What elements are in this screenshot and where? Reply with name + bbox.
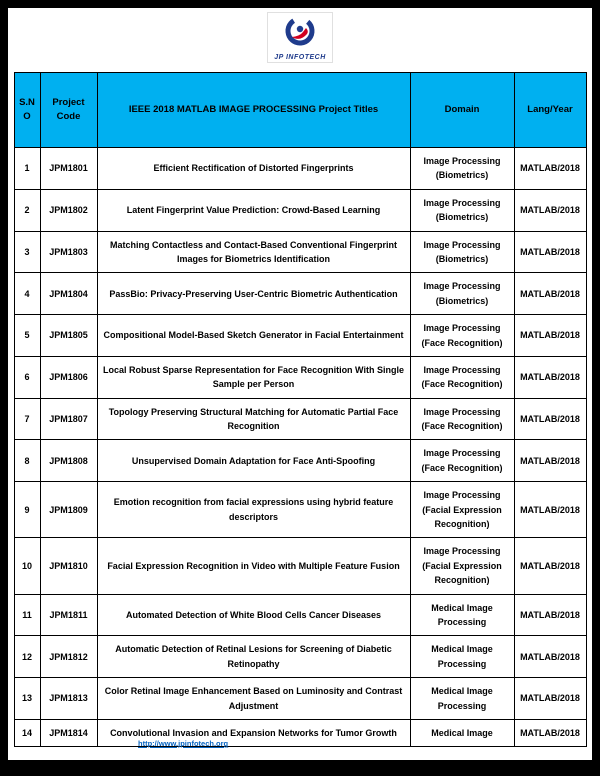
- cell-sno: 1: [14, 148, 40, 190]
- cell-project-title: Color Retinal Image Enhancement Based on Luminosity and Contrast Adjustment: [97, 678, 410, 720]
- table-row: [14, 678, 586, 720]
- cell-domain: Medical Image Processing: [410, 636, 514, 678]
- cell-project-title: Local Robust Sparse Representation for Face Recognition With Single Sample per Person: [97, 356, 410, 398]
- cell-sno: 10: [14, 538, 40, 594]
- cell-sno: 9: [14, 482, 40, 538]
- cell-sno: 3: [14, 231, 40, 273]
- table-row: [14, 538, 586, 594]
- cell-project-title: Matching Contactless and Contact-Based Conventional Fingerprint Images for Biometrics Identification: [97, 231, 410, 273]
- col-header-project-code: Project Code: [40, 73, 97, 148]
- cell-project-title: Automatic Detection of Retinal Lesions for Screening of Diabetic Retinopathy: [97, 636, 410, 678]
- table-row: [14, 148, 586, 190]
- cell-project-code: JPM1803: [40, 231, 97, 273]
- cell-domain: Image Processing (Facial Expression Recognition): [410, 482, 514, 538]
- cell-domain: Image Processing (Face Recognition): [410, 440, 514, 482]
- col-header-lang-year: Lang/Year: [514, 73, 586, 148]
- cell-lang-year: MATLAB/2018: [514, 594, 586, 636]
- cell-sno: 14: [14, 719, 40, 746]
- logo-text: JP INFOTECH: [274, 54, 326, 61]
- table-row: [14, 636, 586, 678]
- cell-project-code: JPM1807: [40, 398, 97, 440]
- cell-project-title: Automated Detection of White Blood Cells Cancer Diseases: [97, 594, 410, 636]
- cell-project-title: Facial Expression Recognition in Video with Multiple Feature Fusion: [97, 538, 410, 594]
- cell-project-code: JPM1805: [40, 315, 97, 357]
- cell-project-code: JPM1804: [40, 273, 97, 315]
- cell-sno: 2: [14, 189, 40, 231]
- cell-project-title: Topology Preserving Structural Matching for Automatic Partial Face Recognition: [97, 398, 410, 440]
- logo: [8, 8, 592, 64]
- cell-domain: Image Processing (Face Recognition): [410, 315, 514, 357]
- table-row: [14, 273, 586, 315]
- jp-infotech-logo-icon: [280, 14, 320, 50]
- cell-project-title: Unsupervised Domain Adaptation for Face Anti-Spoofing: [97, 440, 410, 482]
- cell-domain: Medical Image Processing: [410, 678, 514, 720]
- table-row: [14, 594, 586, 636]
- cell-lang-year: MATLAB/2018: [514, 315, 586, 357]
- cell-lang-year: MATLAB/2018: [514, 231, 586, 273]
- cell-project-code: JPM1802: [40, 189, 97, 231]
- cell-lang-year: MATLAB/2018: [514, 482, 586, 538]
- cell-lang-year: MATLAB/2018: [514, 356, 586, 398]
- cell-project-code: JPM1808: [40, 440, 97, 482]
- table-row: [14, 482, 586, 538]
- cell-lang-year: MATLAB/2018: [514, 678, 586, 720]
- cell-domain: Image Processing (Biometrics): [410, 189, 514, 231]
- cell-lang-year: MATLAB/2018: [514, 719, 586, 746]
- cell-project-code: JPM1809: [40, 482, 97, 538]
- cell-lang-year: MATLAB/2018: [514, 148, 586, 190]
- cell-sno: 8: [14, 440, 40, 482]
- cell-project-code: JPM1814: [40, 719, 97, 746]
- cell-sno: 5: [14, 315, 40, 357]
- cell-lang-year: MATLAB/2018: [514, 636, 586, 678]
- cell-domain: Image Processing (Face Recognition): [410, 398, 514, 440]
- cell-project-title: Convolutional Invasion and Expansion Networks for Tumor Growth: [97, 719, 410, 746]
- table-body: [14, 148, 586, 747]
- cell-domain: Image Processing (Biometrics): [410, 231, 514, 273]
- cell-project-title: Latent Fingerprint Value Prediction: Crowd-Based Learning: [97, 189, 410, 231]
- cell-lang-year: MATLAB/2018: [514, 538, 586, 594]
- cell-sno: 7: [14, 398, 40, 440]
- cell-lang-year: MATLAB/2018: [514, 273, 586, 315]
- cell-lang-year: MATLAB/2018: [514, 440, 586, 482]
- table-row: [14, 719, 586, 746]
- cell-project-code: JPM1813: [40, 678, 97, 720]
- cell-sno: 6: [14, 356, 40, 398]
- table-row: [14, 440, 586, 482]
- cell-sno: 11: [14, 594, 40, 636]
- table-header-row: [14, 73, 586, 148]
- col-header-project-titles: IEEE 2018 MATLAB IMAGE PROCESSING Project Titles: [97, 73, 410, 148]
- cell-domain: Image Processing (Face Recognition): [410, 356, 514, 398]
- cell-domain: Image Processing (Facial Expression Recognition): [410, 538, 514, 594]
- cell-lang-year: MATLAB/2018: [514, 189, 586, 231]
- cell-domain: Image Processing (Biometrics): [410, 273, 514, 315]
- cell-project-code: JPM1810: [40, 538, 97, 594]
- cell-domain: Image Processing (Biometrics): [410, 148, 514, 190]
- document-page: [8, 8, 592, 760]
- cell-project-code: JPM1801: [40, 148, 97, 190]
- cell-project-code: JPM1812: [40, 636, 97, 678]
- footer-link[interactable]: http://www.jpinfotech.org: [138, 739, 229, 748]
- cell-project-code: JPM1806: [40, 356, 97, 398]
- logo-box: [267, 12, 333, 63]
- cell-project-title: Efficient Rectification of Distorted Fingerprints: [97, 148, 410, 190]
- table-row: [14, 189, 586, 231]
- col-header-sno: S.N O: [14, 73, 40, 148]
- cell-project-title: Emotion recognition from facial expressions using hybrid feature descriptors: [97, 482, 410, 538]
- cell-project-title: PassBio: Privacy-Preserving User-Centric Biometric Authentication: [97, 273, 410, 315]
- projects-table: [14, 72, 587, 747]
- table-row: [14, 356, 586, 398]
- cell-sno: 4: [14, 273, 40, 315]
- table-row: [14, 315, 586, 357]
- table-row: [14, 398, 586, 440]
- cell-sno: 12: [14, 636, 40, 678]
- cell-sno: 13: [14, 678, 40, 720]
- cell-project-code: JPM1811: [40, 594, 97, 636]
- cell-lang-year: MATLAB/2018: [514, 398, 586, 440]
- cell-domain: Medical Image Processing: [410, 594, 514, 636]
- col-header-domain: Domain: [410, 73, 514, 148]
- table-row: [14, 231, 586, 273]
- cell-project-title: Compositional Model-Based Sketch Generator in Facial Entertainment: [97, 315, 410, 357]
- cell-domain: Medical Image: [410, 719, 514, 746]
